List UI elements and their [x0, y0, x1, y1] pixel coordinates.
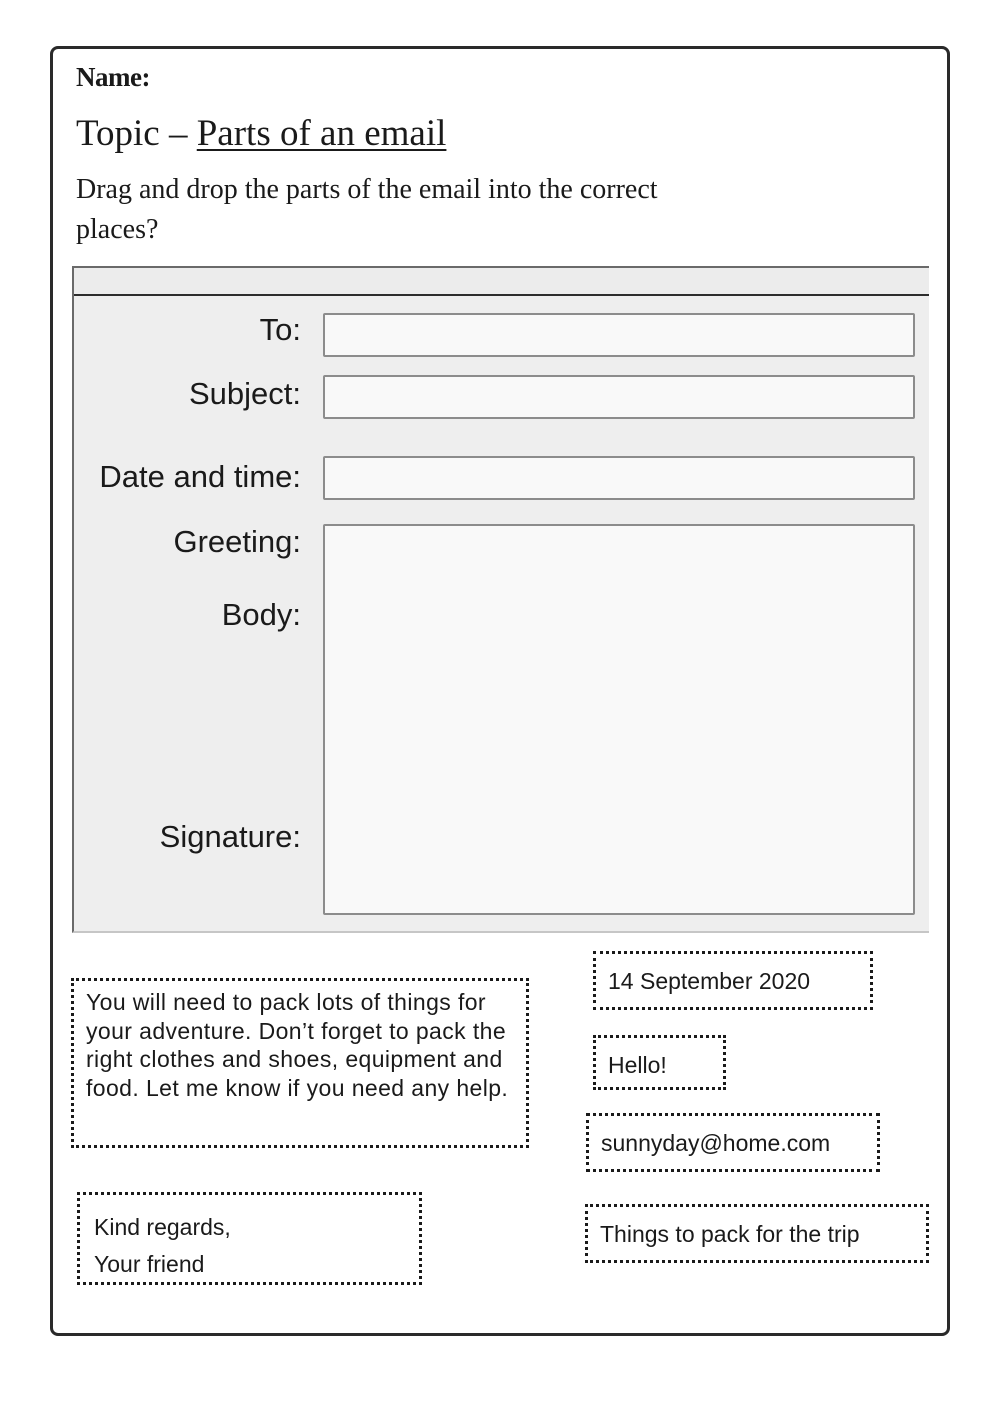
subject-drag-item[interactable]: Things to pack for the trip [585, 1204, 929, 1263]
greeting-drag-item[interactable]: Hello! [593, 1035, 726, 1090]
signature-drag-item[interactable] [77, 1192, 422, 1285]
date-time-label: Date and time: [99, 459, 301, 494]
to-drop-zone[interactable] [323, 313, 915, 357]
email-window-title-bar [74, 268, 929, 296]
greeting-label: Greeting: [173, 524, 301, 559]
to-label: To: [259, 312, 301, 347]
signature-line-2: Your friend [94, 1251, 205, 1277]
signature-line-1: Kind regards, [94, 1214, 231, 1240]
name-label: Name: [76, 62, 150, 92]
date-time-drop-zone[interactable] [323, 456, 915, 500]
email-window [72, 266, 929, 933]
subject-drop-zone[interactable] [323, 375, 915, 419]
topic-title: Parts of an email [196, 113, 447, 154]
topic-heading [76, 112, 446, 155]
body-drag-item[interactable]: You will need to pack lots of things for your adventure. Don’t forget to pack the right clothes and shoes, equipment and food. Let me know if you need any help. [71, 978, 529, 1148]
topic-prefix: Topic – [76, 113, 197, 154]
instructions: Drag and drop the parts of the email into the correct places? [76, 174, 658, 245]
body-label: Body: [221, 597, 301, 632]
signature-label: Signature: [159, 819, 301, 854]
message-drop-zone[interactable] [323, 524, 915, 915]
date-drag-item[interactable]: 14 September 2020 [593, 951, 873, 1010]
subject-label: Subject: [188, 376, 301, 411]
to-drag-item[interactable]: sunnyday@home.com [586, 1113, 880, 1172]
